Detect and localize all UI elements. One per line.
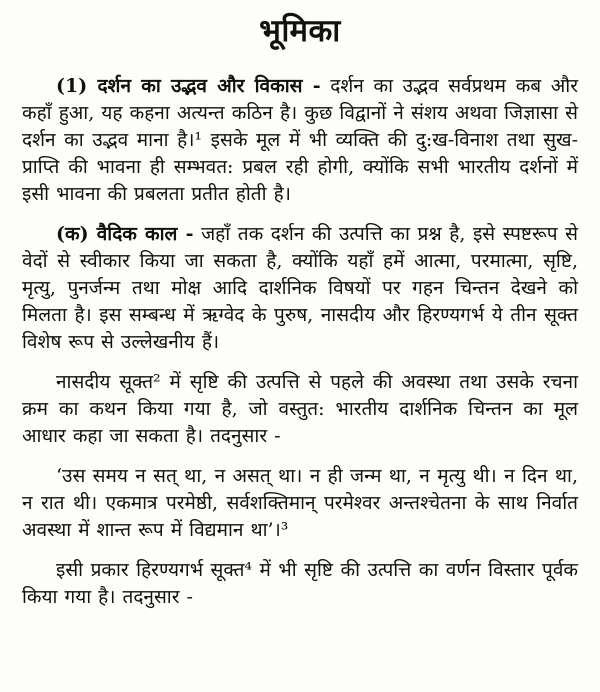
paragraph-text: नासदीय सूक्त² में सृष्टि की उत्पत्ति से पहले की अवस्था तथा उसके रचना क्रम का कथन किया गया है, जो वस्तुत: भारतीय दार्शनिक चिन्तन का मूल आधार कहा जा सकता है। तदनुसार - [22, 370, 578, 447]
paragraph-lead: (1) दर्शन का उद्भव और विकास - [56, 74, 321, 97]
paragraph-text: दर्शन का उद्भव सर्वप्रथम कब और कहाँ हुआ, यह कहना अत्यन्त कठिन है। कुछ विद्वानों ने संशय अथवा जिज्ञासा से दर्शन का उद्भव माना है।¹ इसके मूल में भी व्यक्ति की दु:ख-विनाश तथा सुख-प्राप्ति की भावना ही सम्भवत: प्रबल रही होगी, क्योंकि सभी भारतीय दर्शनों में इसी भावना की प्रबलता प्रतीत होती है। [22, 74, 579, 205]
paragraph-text: ‘उस समय न सत् था, न असत् था। न ही जन्म था, न मृत्यु थी। न दिन था, न रात थी। एकमात्र परमेष्ठी, सर्वशक्तिमान् परमेश्वर अन्तश्चेतना के साथ निर्वात अवस्था में शान्त रूप में विद्यमान था’।³ [22, 464, 578, 541]
paragraph [22, 73, 578, 208]
paragraph-text: इसी प्रकार हिरण्यगर्भ सूक्त⁴ में भी सृष्टि की उत्पत्ति का वर्णन विस्तार पूर्वक किया गया है। तदनुसार - [22, 558, 578, 608]
paragraph-lead: (क) वैदिक काल - [56, 222, 194, 245]
quote-paragraph [22, 463, 578, 544]
paragraph-text: जहाँ तक दर्शन की उत्पत्ति का प्रश्न है, इसे स्पष्टरूप से वेदों से स्वीकार किया जा सकता है, क्योंकि यहाँ हमें आत्मा, परमात्मा, सृष्टि, मृत्यु, पुनर्जन्म तथा मोक्ष आदि दार्शनिक विषयों पर गहन चिन्तन देखने को मिलता है। इस सम्बन्ध में ऋग्वेद के पुरुष, नासदीय और हिरण्यगर्भ ये तीन सूक्त विशेष रूप से उल्लेखनीय हैं। [22, 222, 578, 353]
paragraph [22, 557, 578, 611]
paragraph [22, 369, 578, 450]
page-title: भूमिका [259, 13, 341, 49]
paragraph [22, 221, 578, 356]
